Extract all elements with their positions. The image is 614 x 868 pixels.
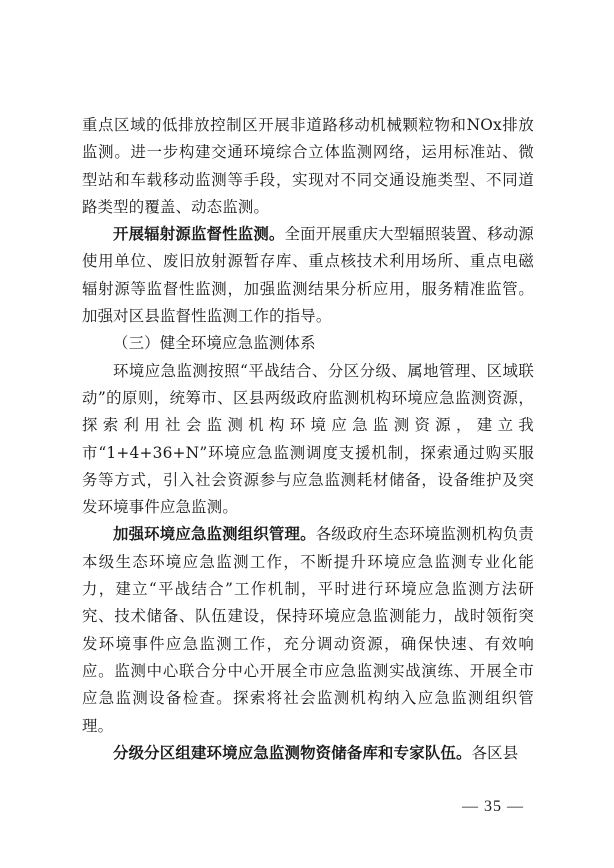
paragraph-continuation bbox=[82, 112, 534, 221]
paragraph-radiation-monitoring bbox=[82, 221, 534, 330]
paragraph-emergency-organization bbox=[82, 521, 534, 739]
paragraph-text: 环境应急监测按照“平战结合、分区分级、属地管理、区域联动”的原则，统筹市、区县两级政府监测机构环境应急监测资源，探索利用社会监测机构环境应急监测资源，建立我市“1+4+36+N”环境应急监测调度支援机制，探索通过购买服务等方式，引入社会资源参与应急监测耗材储备，设备维护及突发环境事件应急监测。 bbox=[82, 361, 534, 517]
paragraph-reserve-depots bbox=[82, 740, 534, 767]
paragraph-text: 各区县 bbox=[471, 743, 519, 762]
section-heading-text: （三）健全环境应急监测体系 bbox=[113, 334, 316, 353]
paragraph-lead: 分级分区组建环境应急监测物资储备库和专家队伍。 bbox=[113, 743, 472, 762]
paragraph-text: 重点区域的低排放控制区开展非道路移动机械颗粒物和NOx排放监测。进一步构建交通环境综合立体监测网络，运用标准站、微型站和车载移动监测等手段，实现对不同交通设施类型、不同道路类型的覆盖、动态监测。 bbox=[82, 116, 534, 216]
paragraph-text: 全面开展重庆大型辐照装置、移动源使用单位、废旧放射源暂存库、重点核技术利用场所、重点电磁辐射源等监督性监测，加强监测结果分析应用，服务精准监管。加强对区县监督性监测工作的指导。 bbox=[82, 225, 535, 326]
paragraph-text: 各级政府生态环境监测机构负责本级生态环境应急监测工作，不断提升环境应急监测专业化能力，建立“平战结合”工作机制，平时进行环境应急监测方法研究、技术储备、队伍建设，保持环境应急监测能力，战时领衔突发环境事件应急监测工作，充分调动资源，确保快速、有效响应。监测中心联合分中心开展全市应急监测实战演练、开展全市应急监测设备检查。探索将社会监测机构纳入应急监测组织管理。 bbox=[82, 525, 534, 735]
paragraph-lead: 加强环境应急监测组织管理。 bbox=[113, 525, 316, 544]
paragraph-emergency-principles bbox=[82, 358, 534, 522]
section-heading bbox=[82, 330, 534, 357]
page-number: — 35 — bbox=[462, 798, 524, 815]
body-text bbox=[82, 112, 534, 767]
paragraph-lead: 开展辐射源监督性监测。 bbox=[113, 225, 285, 244]
